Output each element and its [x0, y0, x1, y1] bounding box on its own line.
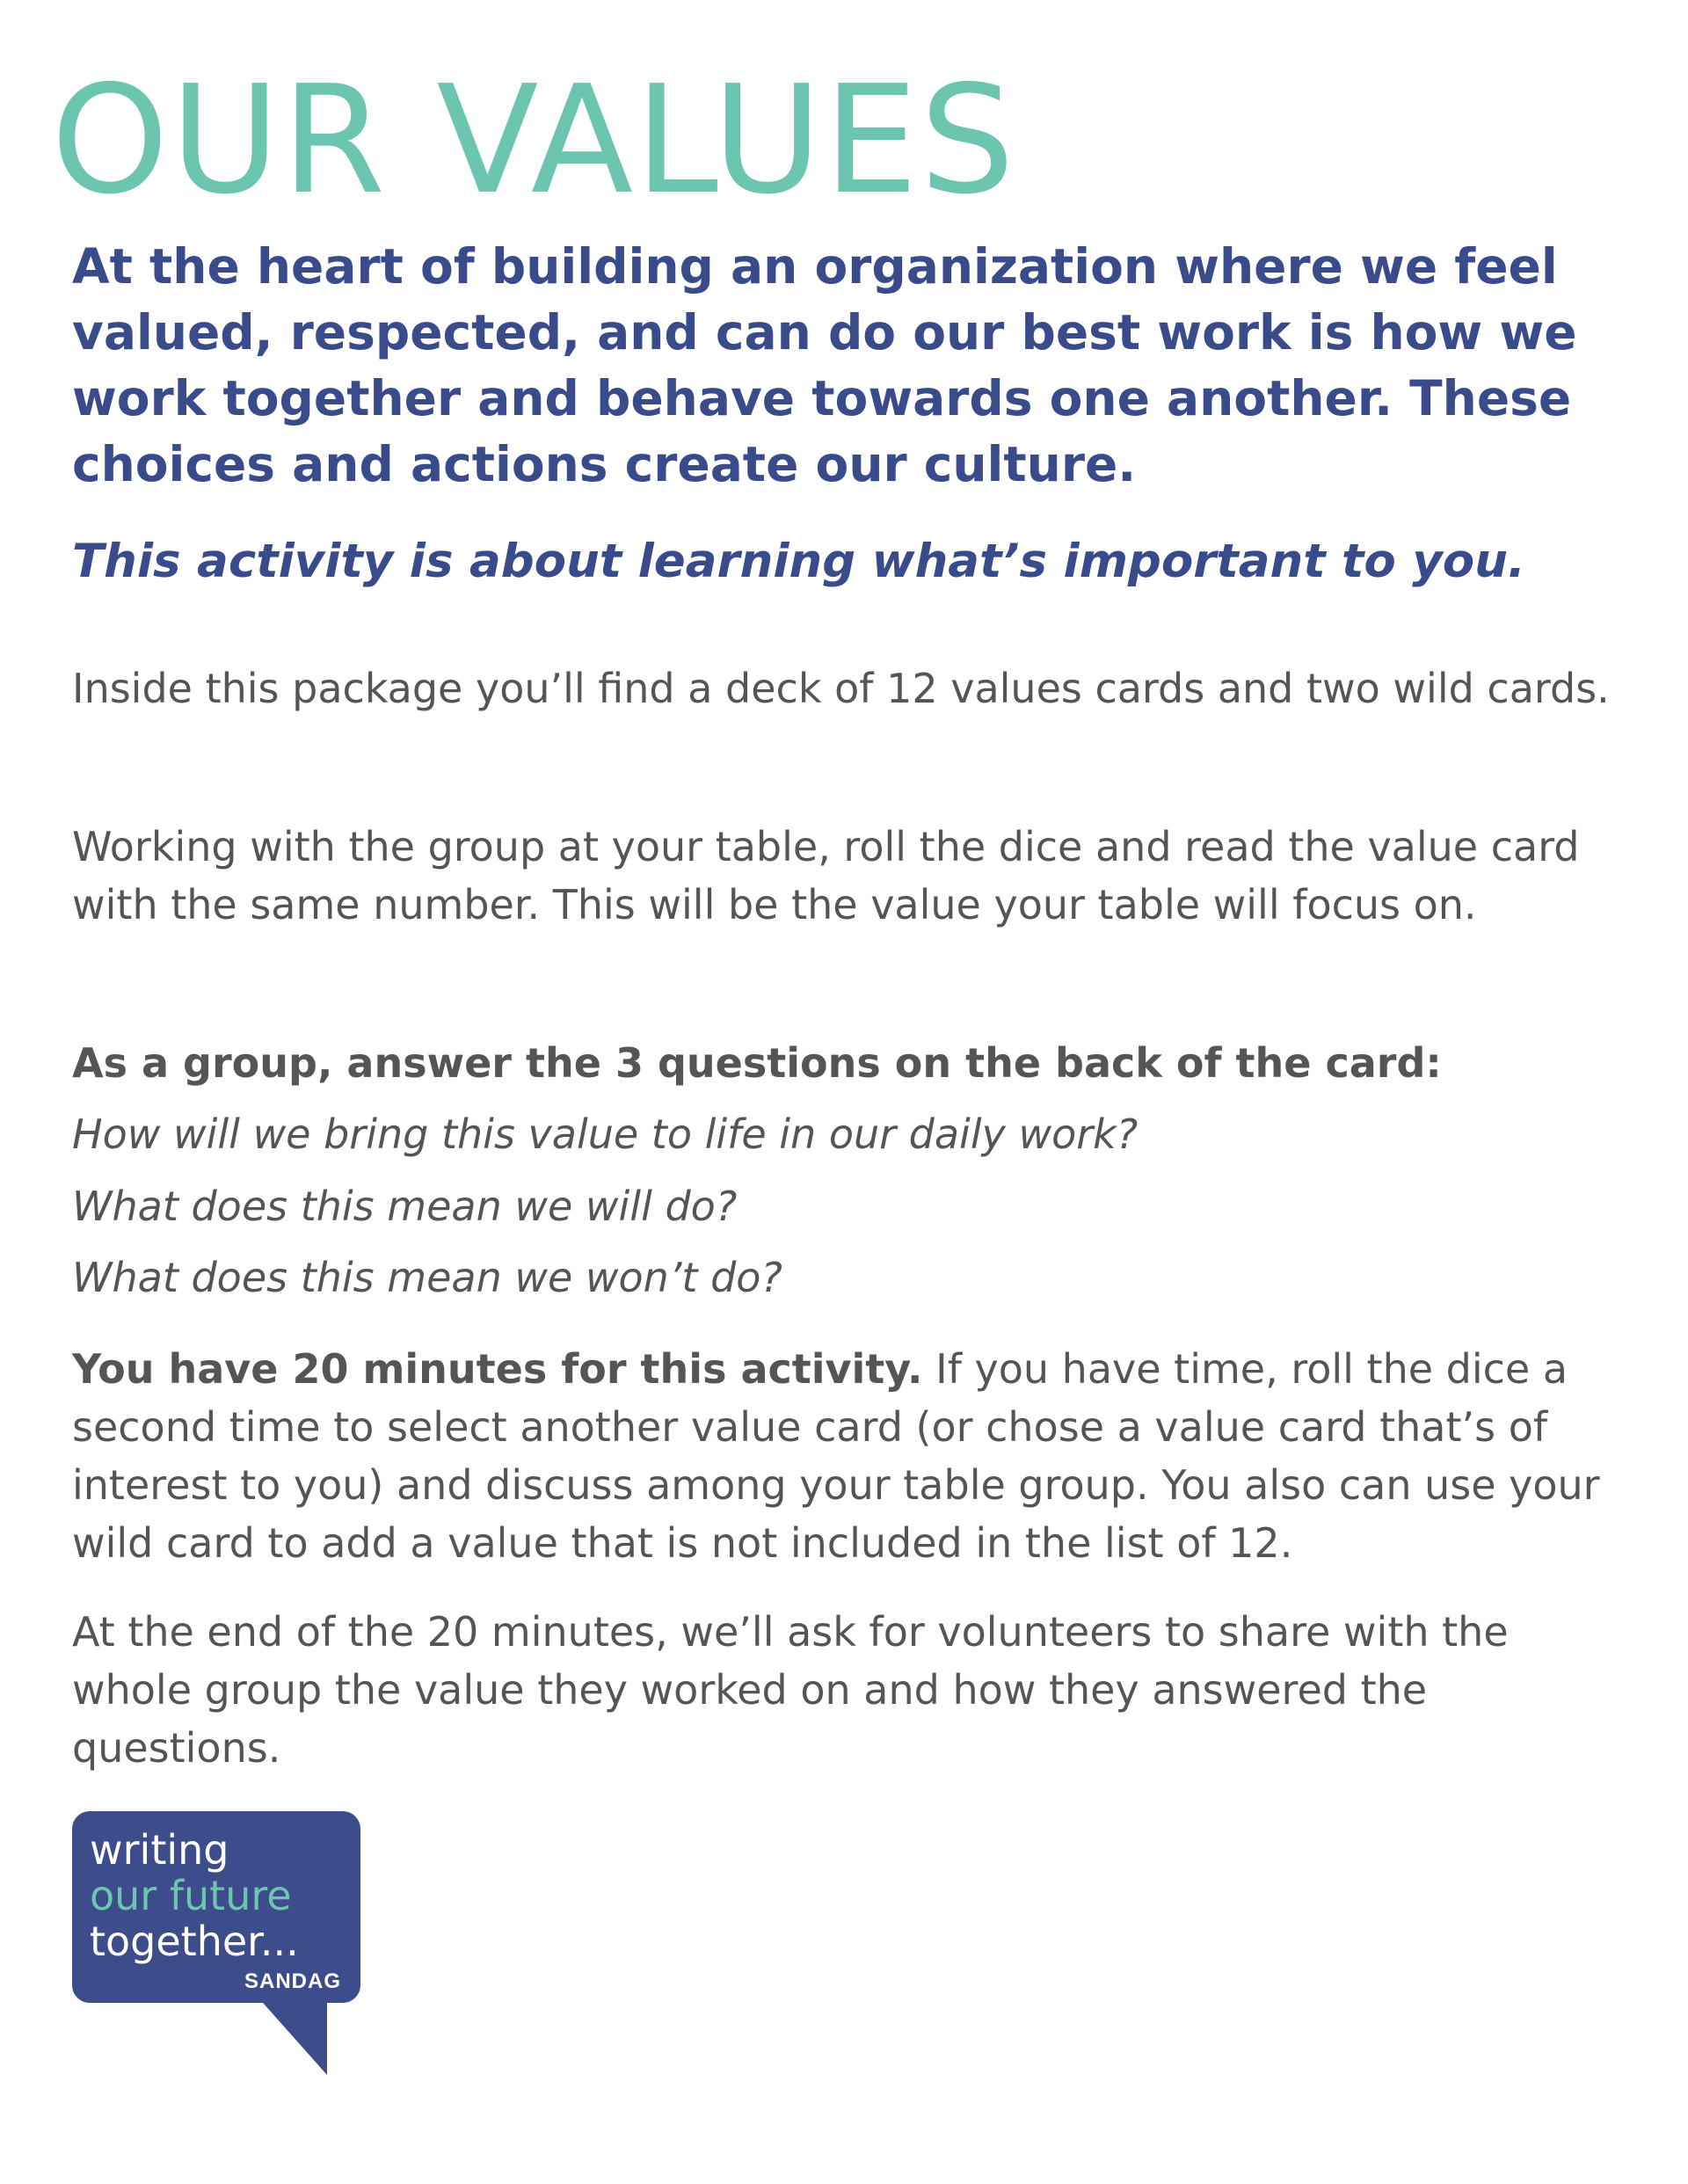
- question-item: What does this mean we won’t do?: [72, 1254, 782, 1301]
- activity-tagline: This activity is about learning what’s important to you.: [72, 535, 1526, 588]
- package-contents-paragraph: Inside this package you’ll find a deck of 12 values cards and two wild cards.: [72, 665, 1610, 712]
- question-item: How will we bring this value to life in our daily work?: [72, 1110, 1139, 1158]
- logo-line-together: together...: [90, 1918, 299, 1965]
- page-title: OUR VALUES: [51, 54, 1017, 228]
- logo-line-our-future: our future: [90, 1872, 292, 1919]
- time-limit-emphasis: You have 20 minutes for this activity.: [72, 1345, 923, 1393]
- speech-bubble-tail: [257, 1996, 327, 2075]
- time-instructions-text: If you have time, roll the dice a second time to select another value card (or chose a value card that’s of interest to you) and discuss among your table group. You also can use your wild card to add a value that is not included in the list of 12.: [72, 1345, 1600, 1567]
- logo-brand-name: SANDAG: [244, 1969, 341, 1993]
- time-instructions-paragraph: [72, 1340, 1637, 1572]
- sandag-logo: [72, 1811, 360, 2086]
- sharing-paragraph: At the end of the 20 minutes, we’ll ask for volunteers to share with the whole group the value they worked on and how they answered the questions.: [72, 1608, 1509, 1772]
- dice-instructions-paragraph: Working with the group at your table, roll the dice and read the value card with the same number. This will be the value your table will focus on.: [72, 823, 1580, 928]
- logo-line-writing: writing: [90, 1826, 229, 1874]
- question-item: What does this mean we will do?: [72, 1183, 738, 1230]
- intro-statement: At the heart of building an organization where we feel valued, respected, and can do our best work is how we work together and behave towards one another. These choices and actions create our culture.: [72, 238, 1577, 492]
- questions-heading: As a group, answer the 3 questions on the back of the card:: [72, 1039, 1442, 1087]
